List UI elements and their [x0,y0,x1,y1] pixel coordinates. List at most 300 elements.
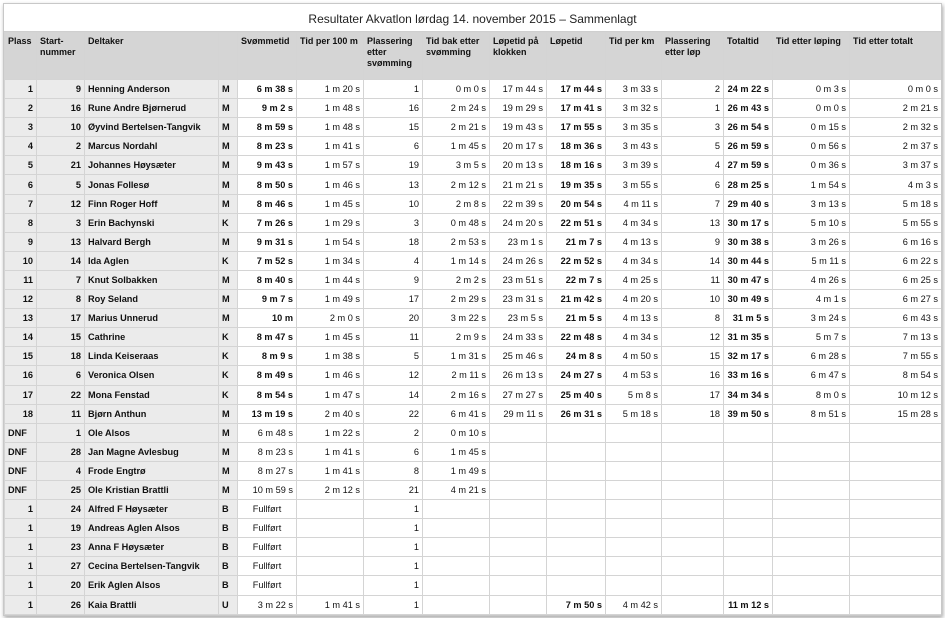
cell-run-clock [490,480,547,499]
cell-plass: 1 [5,80,37,99]
cell-total: 30 m 47 s [724,270,773,289]
cell-perkm: 5 m 8 s [606,385,662,404]
cell-run [547,519,606,538]
cell-perkm: 4 m 34 s [606,213,662,232]
table-row [5,118,942,137]
cell-per100: 1 m 20 s [297,80,364,99]
cell-place-swim: 12 [364,366,423,385]
col-header-run-clock: Løpetid på klokken [490,33,547,80]
cell-sex: B [219,519,238,538]
table-row [5,270,942,289]
cell-per100: 2 m 0 s [297,309,364,328]
cell-perkm [606,557,662,576]
cell-per100: 1 m 46 s [297,175,364,194]
table-row [5,385,942,404]
cell-start: 9 [37,80,85,99]
cell-run: 22 m 7 s [547,270,606,289]
cell-total [724,538,773,557]
cell-behind-total: 15 m 28 s [850,404,942,423]
cell-behind-total: 6 m 22 s [850,251,942,270]
cell-run-clock: 25 m 46 s [490,347,547,366]
cell-behind-run: 5 m 10 s [773,213,850,232]
cell-place-swim: 8 [364,461,423,480]
table-row [5,290,942,309]
col-header-start: Start-nummer [37,33,85,80]
cell-start: 21 [37,156,85,175]
cell-run: 17 m 41 s [547,99,606,118]
cell-per100: 2 m 12 s [297,480,364,499]
cell-total: 26 m 59 s [724,137,773,156]
cell-total [724,461,773,480]
cell-perkm: 3 m 32 s [606,99,662,118]
cell-place-run [662,595,724,614]
cell-place-swim: 13 [364,175,423,194]
col-header-behind-swim: Tid bak etter svømming [423,33,490,80]
cell-run: 17 m 44 s [547,80,606,99]
cell-swim: 8 m 50 s [238,175,297,194]
col-header-name: Deltaker [85,33,219,80]
cell-swim: 6 m 38 s [238,80,297,99]
cell-behind-swim: 2 m 24 s [423,99,490,118]
cell-plass: 1 [5,538,37,557]
cell-total: 39 m 50 s [724,404,773,423]
cell-sex: M [219,442,238,461]
cell-swim: 6 m 48 s [238,423,297,442]
cell-behind-run [773,576,850,595]
cell-run-clock: 20 m 13 s [490,156,547,175]
results-table [4,32,942,615]
cell-behind-total [850,461,942,480]
cell-plass: 12 [5,290,37,309]
table-row [5,328,942,347]
cell-total: 29 m 40 s [724,194,773,213]
cell-per100: 1 m 48 s [297,118,364,137]
cell-plass: 6 [5,175,37,194]
cell-behind-run [773,442,850,461]
cell-sex: M [219,194,238,213]
cell-place-run: 9 [662,232,724,251]
cell-behind-run [773,538,850,557]
cell-place-run: 1 [662,99,724,118]
header-row [5,33,942,80]
cell-swim: 8 m 46 s [238,194,297,213]
cell-name: Halvard Bergh [85,232,219,251]
cell-sex: M [219,137,238,156]
cell-run: 24 m 27 s [547,366,606,385]
cell-total: 32 m 17 s [724,347,773,366]
cell-total: 33 m 16 s [724,366,773,385]
cell-swim: 8 m 23 s [238,442,297,461]
cell-run: 20 m 54 s [547,194,606,213]
cell-place-swim: 16 [364,99,423,118]
cell-behind-run: 1 m 54 s [773,175,850,194]
cell-place-swim: 10 [364,194,423,213]
cell-behind-total: 7 m 13 s [850,328,942,347]
cell-behind-swim: 2 m 21 s [423,118,490,137]
cell-plass: 3 [5,118,37,137]
cell-behind-swim: 1 m 45 s [423,137,490,156]
cell-sex: K [219,366,238,385]
cell-behind-swim: 1 m 31 s [423,347,490,366]
cell-behind-total [850,519,942,538]
cell-swim: Fullført [238,576,297,595]
cell-behind-swim: 3 m 5 s [423,156,490,175]
cell-plass: DNF [5,480,37,499]
cell-run-clock [490,557,547,576]
cell-place-swim: 22 [364,404,423,423]
cell-sex: K [219,213,238,232]
cell-name: Jonas Follesø [85,175,219,194]
cell-behind-total: 2 m 37 s [850,137,942,156]
cell-behind-swim: 6 m 41 s [423,404,490,423]
cell-sex: B [219,576,238,595]
cell-name: Cecina Bertelsen-Tangvik [85,557,219,576]
cell-run-clock [490,595,547,614]
cell-sex: M [219,461,238,480]
cell-perkm: 3 m 55 s [606,175,662,194]
cell-swim: Fullført [238,538,297,557]
cell-plass: 1 [5,576,37,595]
cell-swim: 8 m 54 s [238,385,297,404]
col-header-place-swim: Plassering etter svømming [364,33,423,80]
cell-place-run: 17 [662,385,724,404]
cell-run-clock: 24 m 33 s [490,328,547,347]
cell-sex: K [219,251,238,270]
cell-per100 [297,500,364,519]
col-header-perkm: Tid per km [606,33,662,80]
cell-place-swim: 17 [364,290,423,309]
cell-plass: 16 [5,366,37,385]
cell-per100: 1 m 22 s [297,423,364,442]
cell-name: Andreas Aglen Alsos [85,519,219,538]
col-header-behind-run: Tid etter løping [773,33,850,80]
cell-run-clock [490,461,547,480]
cell-run: 18 m 36 s [547,137,606,156]
cell-name: Ole Kristian Brattli [85,480,219,499]
cell-place-run [662,442,724,461]
cell-perkm [606,576,662,595]
cell-plass: 7 [5,194,37,213]
cell-behind-run: 8 m 51 s [773,404,850,423]
cell-name: Jan Magne Avlesbug [85,442,219,461]
cell-start: 19 [37,519,85,538]
cell-plass: 1 [5,557,37,576]
cell-run-clock: 27 m 27 s [490,385,547,404]
cell-per100 [297,557,364,576]
cell-sex: M [219,232,238,251]
cell-sex: M [219,99,238,118]
cell-place-run: 3 [662,118,724,137]
cell-behind-total: 3 m 37 s [850,156,942,175]
table-row [5,557,942,576]
cell-behind-total [850,423,942,442]
cell-plass: 1 [5,500,37,519]
table-row [5,99,942,118]
cell-plass: 4 [5,137,37,156]
cell-behind-swim [423,595,490,614]
cell-start: 22 [37,385,85,404]
table-row [5,480,942,499]
cell-place-run [662,500,724,519]
cell-behind-run: 0 m 15 s [773,118,850,137]
cell-plass: DNF [5,423,37,442]
cell-swim: 8 m 23 s [238,137,297,156]
cell-per100: 2 m 40 s [297,404,364,423]
cell-name: Øyvind Bertelsen-Tangvik [85,118,219,137]
cell-perkm: 4 m 34 s [606,251,662,270]
cell-run [547,423,606,442]
cell-per100: 1 m 46 s [297,366,364,385]
cell-run-clock [490,538,547,557]
cell-behind-total: 5 m 55 s [850,213,942,232]
cell-per100: 1 m 41 s [297,442,364,461]
cell-behind-total: 10 m 12 s [850,385,942,404]
cell-plass: 11 [5,270,37,289]
cell-behind-swim: 2 m 16 s [423,385,490,404]
cell-place-run [662,480,724,499]
cell-behind-run: 8 m 0 s [773,385,850,404]
cell-place-run: 14 [662,251,724,270]
table-row [5,80,942,99]
cell-total: 26 m 54 s [724,118,773,137]
cell-swim: 10 m [238,309,297,328]
cell-perkm: 4 m 50 s [606,347,662,366]
cell-behind-run: 3 m 13 s [773,194,850,213]
cell-behind-run: 3 m 26 s [773,232,850,251]
cell-per100: 1 m 38 s [297,347,364,366]
cell-place-swim: 3 [364,213,423,232]
cell-per100: 1 m 54 s [297,232,364,251]
cell-place-run [662,557,724,576]
cell-perkm: 4 m 34 s [606,328,662,347]
cell-run-clock [490,442,547,461]
table-row [5,175,942,194]
cell-total: 30 m 44 s [724,251,773,270]
cell-total [724,576,773,595]
cell-run: 21 m 42 s [547,290,606,309]
cell-start: 20 [37,576,85,595]
cell-behind-run: 4 m 1 s [773,290,850,309]
cell-behind-swim: 1 m 49 s [423,461,490,480]
table-row [5,404,942,423]
cell-plass: 2 [5,99,37,118]
cell-start: 28 [37,442,85,461]
cell-swim: 8 m 59 s [238,118,297,137]
table-row [5,442,942,461]
cell-per100 [297,538,364,557]
cell-perkm [606,538,662,557]
cell-start: 15 [37,328,85,347]
cell-place-swim: 6 [364,442,423,461]
cell-place-swim: 21 [364,480,423,499]
cell-perkm: 4 m 13 s [606,309,662,328]
table-row [5,309,942,328]
cell-behind-run: 5 m 7 s [773,328,850,347]
cell-run-clock: 29 m 11 s [490,404,547,423]
cell-swim: 10 m 59 s [238,480,297,499]
cell-plass: 1 [5,519,37,538]
cell-run-clock: 17 m 44 s [490,80,547,99]
col-header-behind-total: Tid etter totalt [850,33,942,80]
cell-name: Ole Alsos [85,423,219,442]
cell-swim: 7 m 52 s [238,251,297,270]
cell-run-clock: 20 m 17 s [490,137,547,156]
cell-perkm: 3 m 39 s [606,156,662,175]
cell-behind-run [773,461,850,480]
cell-start: 2 [37,137,85,156]
cell-behind-total: 2 m 32 s [850,118,942,137]
cell-total [724,557,773,576]
cell-name: Mona Fenstad [85,385,219,404]
cell-sex: M [219,175,238,194]
cell-run: 18 m 16 s [547,156,606,175]
cell-place-run: 12 [662,328,724,347]
cell-name: Ida Aglen [85,251,219,270]
cell-place-run: 15 [662,347,724,366]
cell-run: 17 m 55 s [547,118,606,137]
cell-place-swim: 11 [364,328,423,347]
cell-place-swim: 1 [364,557,423,576]
cell-name: Rune Andre Bjørnerud [85,99,219,118]
table-row [5,366,942,385]
table-row [5,595,942,614]
cell-name: Finn Roger Hoff [85,194,219,213]
cell-per100: 1 m 49 s [297,290,364,309]
cell-plass: 5 [5,156,37,175]
cell-behind-total [850,538,942,557]
cell-per100 [297,519,364,538]
cell-plass: 13 [5,309,37,328]
cell-run [547,557,606,576]
cell-start: 1 [37,423,85,442]
cell-behind-run [773,423,850,442]
cell-start: 4 [37,461,85,480]
cell-perkm: 5 m 18 s [606,404,662,423]
cell-behind-swim [423,519,490,538]
cell-per100: 1 m 57 s [297,156,364,175]
cell-total: 30 m 38 s [724,232,773,251]
cell-per100: 1 m 41 s [297,461,364,480]
cell-start: 8 [37,290,85,309]
cell-start: 23 [37,538,85,557]
cell-place-run: 7 [662,194,724,213]
cell-run: 7 m 50 s [547,595,606,614]
cell-plass: 1 [5,595,37,614]
cell-run-clock: 21 m 21 s [490,175,547,194]
cell-sex: M [219,156,238,175]
cell-name: Frode Engtrø [85,461,219,480]
cell-name: Bjørn Anthun [85,404,219,423]
cell-place-swim: 6 [364,137,423,156]
cell-sex: K [219,328,238,347]
col-header-place-run: Plassering etter løp [662,33,724,80]
col-header-total: Totaltid [724,33,773,80]
cell-total: 34 m 34 s [724,385,773,404]
cell-run-clock: 24 m 26 s [490,251,547,270]
cell-place-run [662,519,724,538]
cell-start: 14 [37,251,85,270]
cell-behind-total [850,480,942,499]
cell-plass: 15 [5,347,37,366]
cell-place-run [662,538,724,557]
cell-swim: 8 m 9 s [238,347,297,366]
table-row [5,423,942,442]
cell-behind-run: 0 m 0 s [773,99,850,118]
cell-sex: B [219,557,238,576]
cell-run-clock [490,576,547,595]
cell-sex: M [219,80,238,99]
cell-behind-run: 4 m 26 s [773,270,850,289]
cell-start: 11 [37,404,85,423]
cell-place-run: 2 [662,80,724,99]
cell-start: 10 [37,118,85,137]
col-header-run: Løpetid [547,33,606,80]
cell-behind-total [850,500,942,519]
cell-behind-run: 0 m 36 s [773,156,850,175]
cell-start: 12 [37,194,85,213]
cell-swim: Fullført [238,557,297,576]
cell-plass: 9 [5,232,37,251]
cell-total [724,423,773,442]
cell-place-run: 16 [662,366,724,385]
cell-behind-run: 6 m 28 s [773,347,850,366]
cell-swim: Fullført [238,519,297,538]
cell-start: 18 [37,347,85,366]
cell-name: Johannes Høysæter [85,156,219,175]
col-header-sex [219,33,238,80]
cell-place-run [662,576,724,595]
cell-sex: M [219,423,238,442]
cell-total: 31 m 5 s [724,309,773,328]
cell-total: 28 m 25 s [724,175,773,194]
cell-total: 26 m 43 s [724,99,773,118]
cell-perkm: 3 m 35 s [606,118,662,137]
cell-sex: K [219,347,238,366]
cell-run [547,480,606,499]
cell-behind-total: 6 m 27 s [850,290,942,309]
cell-place-swim: 15 [364,118,423,137]
cell-behind-run [773,519,850,538]
cell-name: Veronica Olsen [85,366,219,385]
cell-perkm [606,442,662,461]
cell-place-swim: 14 [364,385,423,404]
cell-run [547,576,606,595]
cell-total [724,500,773,519]
cell-perkm: 4 m 53 s [606,366,662,385]
cell-name: Henning Anderson [85,80,219,99]
cell-behind-total [850,557,942,576]
cell-start: 16 [37,99,85,118]
cell-swim: 7 m 26 s [238,213,297,232]
cell-start: 6 [37,366,85,385]
cell-perkm: 3 m 43 s [606,137,662,156]
cell-per100: 1 m 44 s [297,270,364,289]
cell-sex: M [219,118,238,137]
cell-swim: 9 m 2 s [238,99,297,118]
cell-behind-swim [423,576,490,595]
cell-name: Marcus Nordahl [85,137,219,156]
cell-behind-swim: 1 m 45 s [423,442,490,461]
cell-perkm: 3 m 33 s [606,80,662,99]
cell-start: 24 [37,500,85,519]
cell-run-clock: 23 m 1 s [490,232,547,251]
cell-run: 21 m 5 s [547,309,606,328]
cell-place-swim: 19 [364,156,423,175]
cell-name: Linda Keiseraas [85,347,219,366]
table-row [5,576,942,595]
cell-run [547,442,606,461]
cell-behind-swim: 2 m 12 s [423,175,490,194]
